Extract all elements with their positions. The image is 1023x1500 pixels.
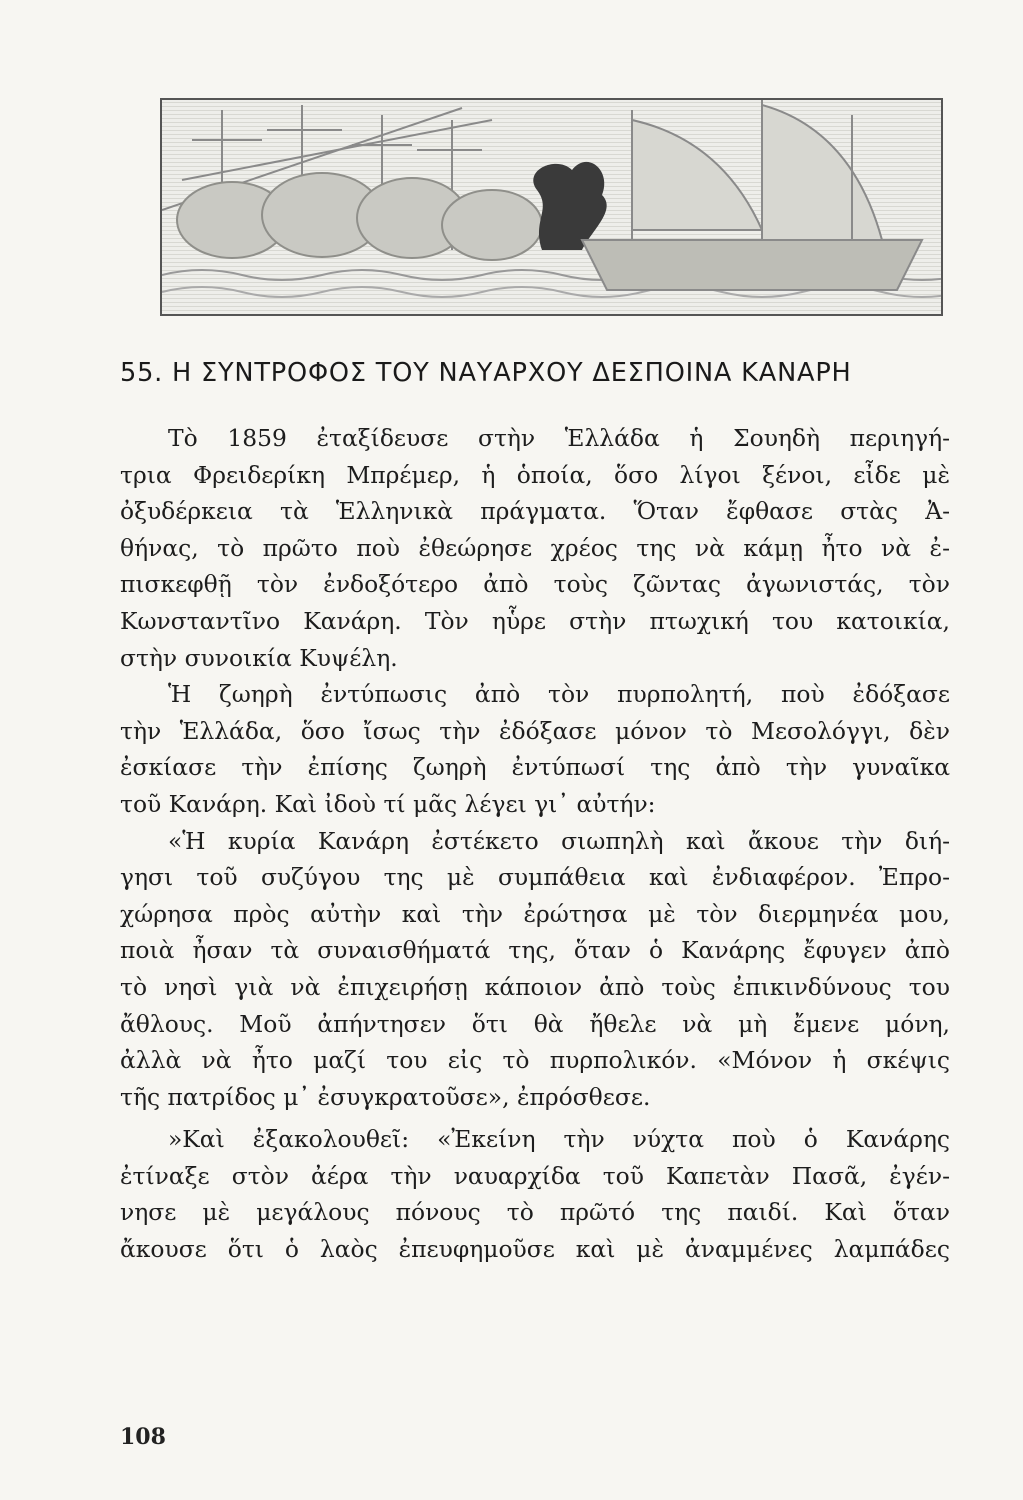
paragraph-3-line-5: τὸ νησὶ γιὰ νὰ ἐπιχειρήσῃ κάποιον ἀπὸ τοὺς ἐπικινδύνους του — [120, 972, 950, 1001]
paragraph-4-line-3: νησε μὲ μεγάλους πόνους τὸ πρῶτό της παιδί. Καὶ ὅταν — [120, 1198, 950, 1227]
paragraph-3-line-1: «Ἡ κυρία Κανάρη ἐστέκετο σιωπηλὴ καὶ ἄκουε τὴν διή- — [168, 826, 950, 855]
chapter-title: 55. Η ΣΥΝΤΡΟΦΟΣ ΤΟΥ ΝΑΥΑΡΧΟΥ ΔΕΣΠΟΙΝΑ ΚΑΝΑΡΗ — [120, 358, 852, 388]
page-number: 108 — [120, 1424, 166, 1450]
paragraph-3-line-6: ἄθλους. Μοῦ ἀπήντησεν ὅτι θὰ ἤθελε νὰ μὴ ἔμενε μόνη, — [120, 1009, 950, 1038]
paragraph-2-line-2: τὴν Ἑλλάδα, ὅσο ἴσως τὴν ἐδόξασε μόνον τὸ Μεσολόγγι, δὲν — [120, 716, 950, 745]
paragraph-3-line-8: τῆς πατρίδος μ᾽ ἐσυγκρατοῦσε», ἐπρόσθεσε. — [120, 1082, 651, 1111]
paragraph-2-line-4: τοῦ Κανάρη. Καὶ ἰδοὺ τί μᾶς λέγει γι᾽ αὐτήν: — [120, 789, 656, 818]
paragraph-1-line-6: Κωνσταντῖνο Κανάρη. Τὸν ηὗρε στὴν πτωχική του κατοικία, — [120, 606, 950, 635]
paragraph-1-line-2: τρια Φρειδερίκη Μπρέμερ, ἡ ὁποία, ὅσο λίγοι ξένοι, εἶδε μὲ — [120, 460, 950, 489]
paragraph-4-line-4: ἄκουσε ὅτι ὁ λαὸς ἐπευφημοῦσε καὶ μὲ ἀναμμένες λαμπάδες — [120, 1235, 950, 1264]
paragraph-2-line-3: ἐσκίασε τὴν ἐπίσης ζωηρὴ ἐντύπωσί της ἀπὸ τὴν γυναῖκα — [120, 753, 950, 782]
paragraph-1-line-1: Τὸ 1859 ἐταξίδευσε στὴν Ἑλλάδα ἡ Σουηδὴ περιηγή- — [168, 424, 950, 452]
paragraph-3-line-2: γησι τοῦ συζύγου της μὲ συμπάθεια καὶ ἐνδιαφέρον. Ἐπρο- — [120, 863, 950, 892]
paragraph-3-line-7: ἀλλὰ νὰ ἦτο μαζί του εἰς τὸ πυρπολικόν. «Μόνον ἡ σκέψις — [120, 1046, 950, 1075]
ships-engraving-icon — [162, 100, 941, 314]
paragraph-3-line-3: χώρησα πρὸς αὐτὴν καὶ τὴν ἐρώτησα μὲ τὸν διερμηνέα μου, — [120, 899, 950, 928]
paragraph-1-line-5: πισκεφθῇ τὸν ἐνδοξότερο ἀπὸ τοὺς ζῶντας ἀγωνιστάς, τὸν — [120, 570, 950, 599]
paragraph-2-line-1: Ἡ ζωηρὴ ἐντύπωσις ἀπὸ τὸν πυρπολητή, ποὺ ἐδόξασε — [168, 680, 950, 709]
ships-illustration — [160, 98, 943, 316]
body-text — [120, 420, 950, 1268]
paragraph-1-line-3: ὀξυδέρκεια τὰ Ἑλληνικὰ πράγματα. Ὅταν ἔφθασε στὰς Ἀ- — [120, 497, 950, 526]
paragraph-3-line-4: ποιὰ ἦσαν τὰ συναισθήματά της, ὅταν ὁ Κανάρης ἔφυγεν ἀπὸ — [120, 936, 950, 965]
paragraph-4-line-2: ἐτίναξε στὸν ἀέρα τὴν ναυαρχίδα τοῦ Καπετὰν Πασᾶ, ἐγέν- — [120, 1161, 950, 1190]
paragraph-1-line-4: θήνας, τὸ πρῶτο ποὺ ἐθεώρησε χρέος της νὰ κάμῃ ἦτο νὰ ἐ- — [120, 533, 950, 562]
paragraph-4-line-1: »Καὶ ἐξακολουθεῖ: «Ἐκείνη τὴν νύχτα ποὺ ὁ Κανάρης — [168, 1125, 950, 1154]
paragraph-1-line-7: στὴν συνοικία Κυψέλη. — [120, 643, 398, 672]
